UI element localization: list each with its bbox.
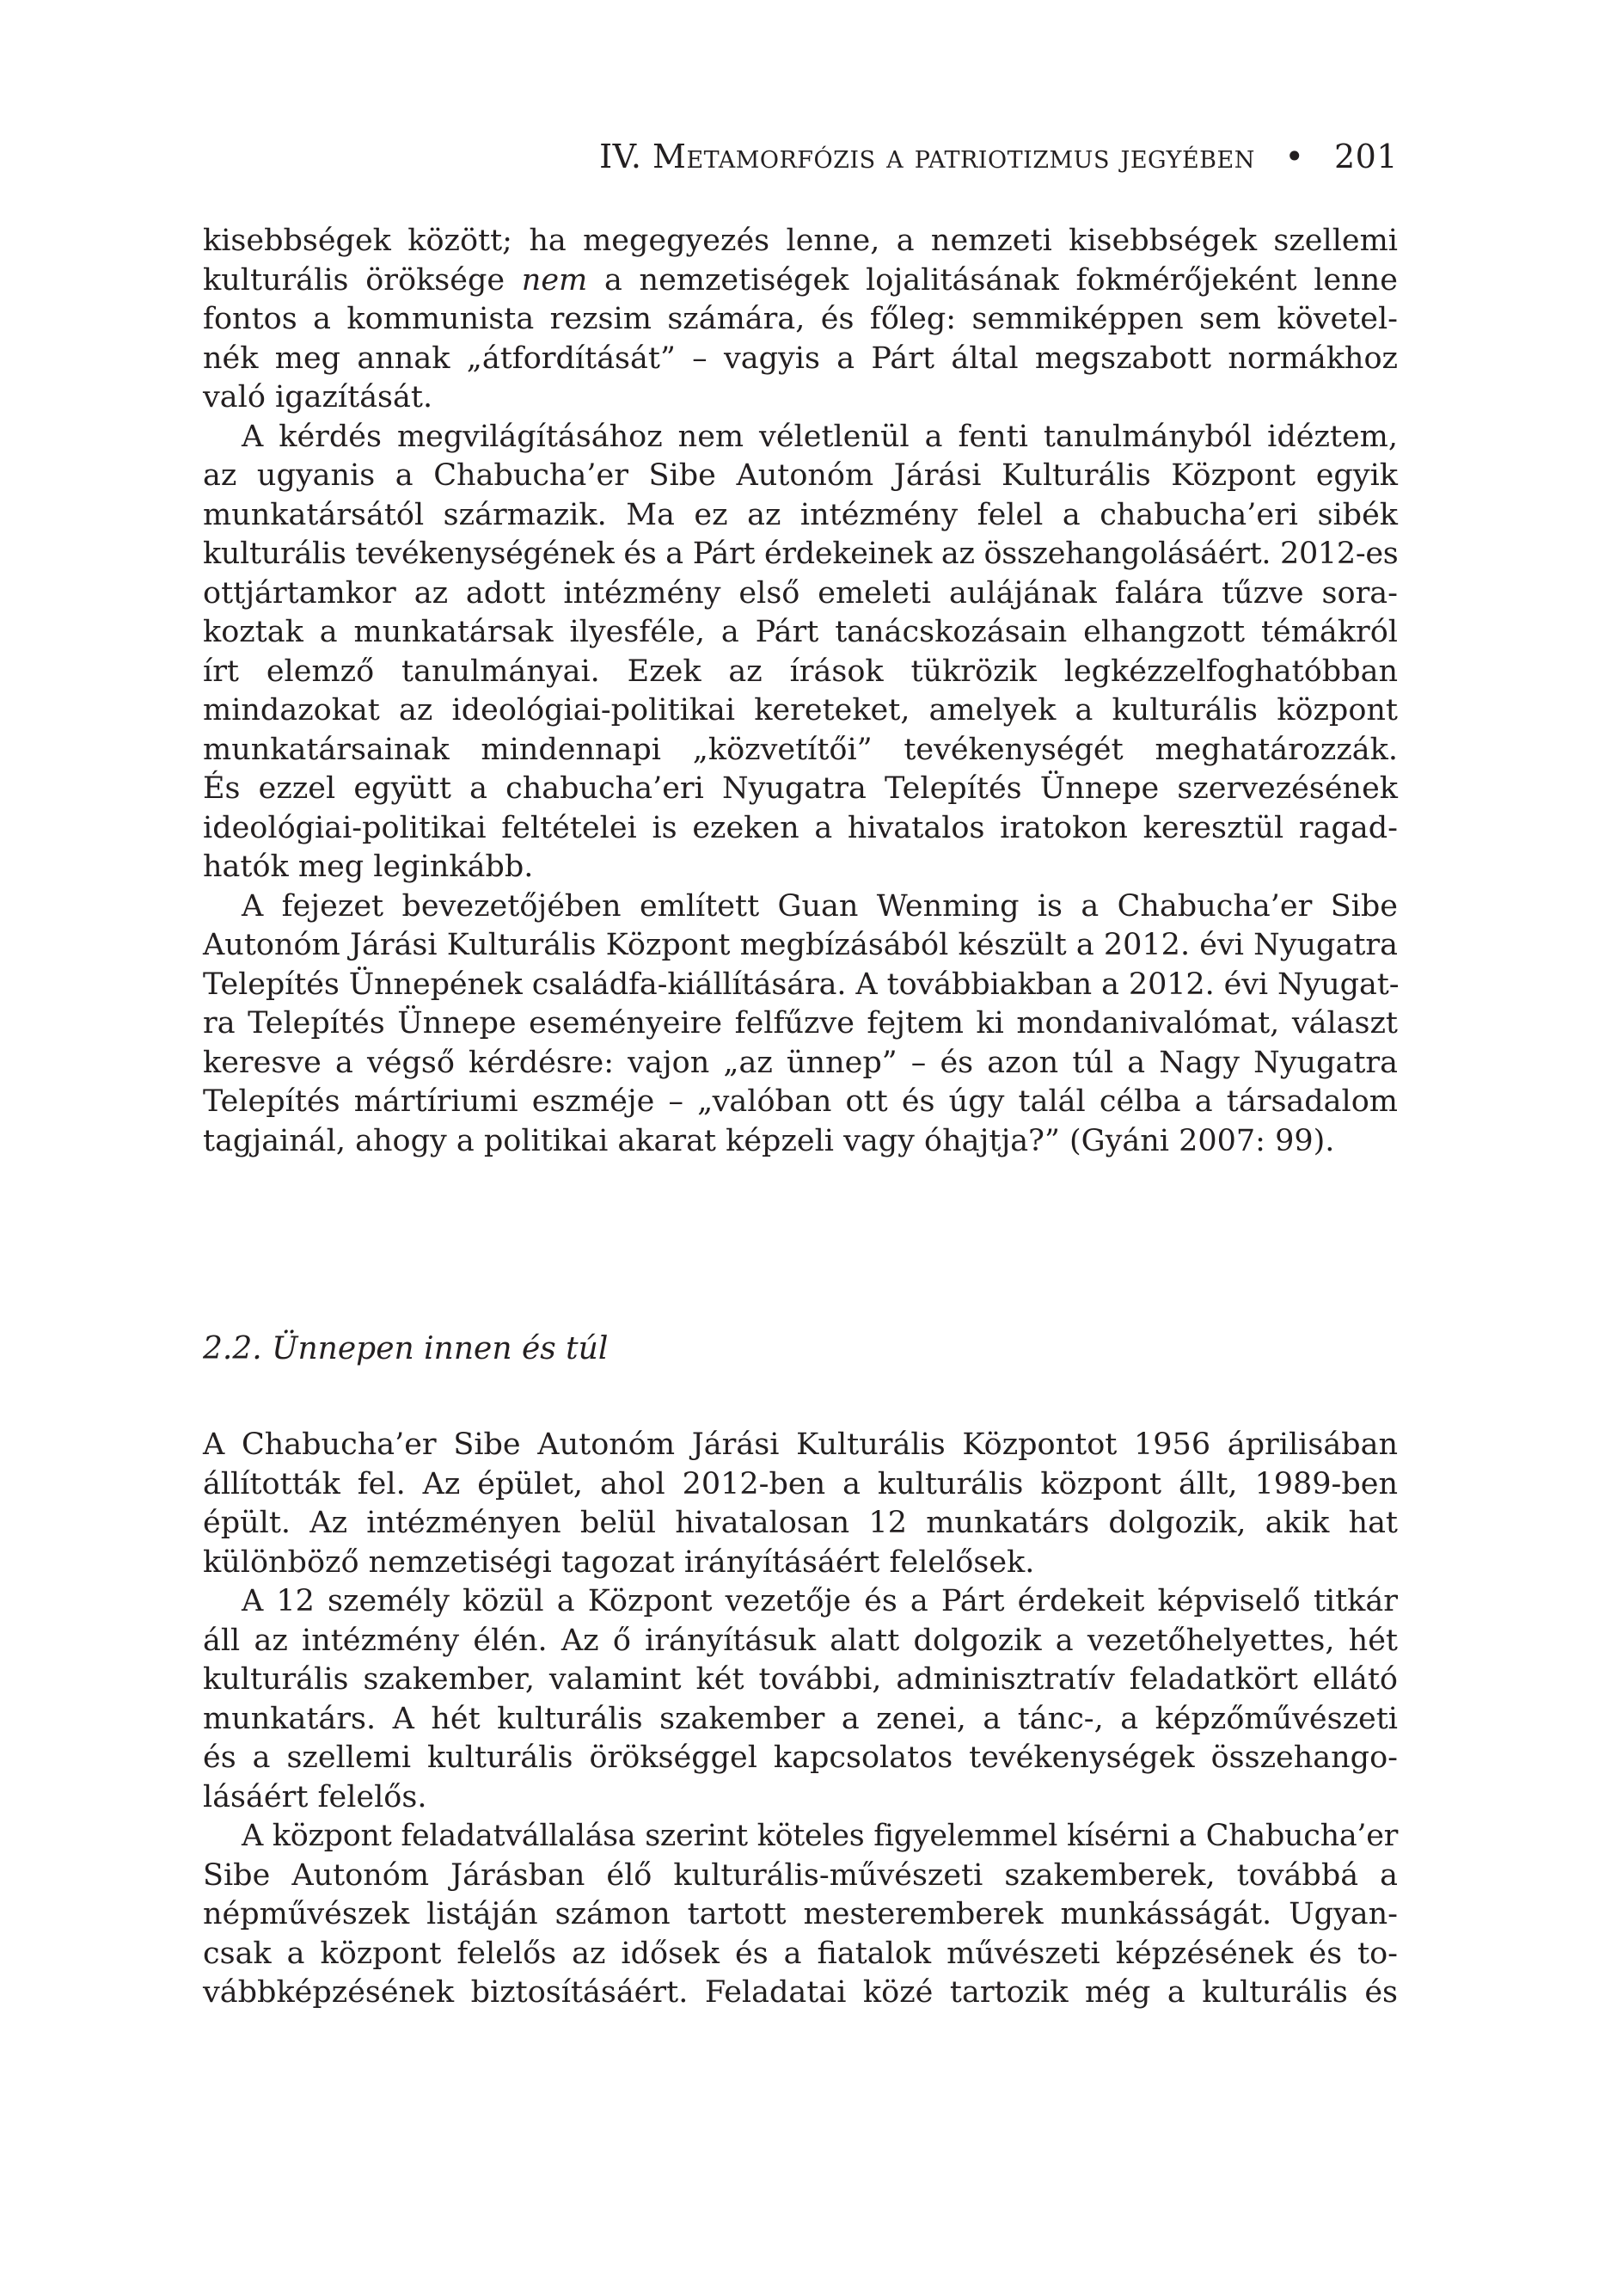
text-line: épült. Az intézményen belül hivatalosan 12 munkatárs dolgozik, akik hat [203, 1506, 1398, 1540]
running-head [203, 138, 1398, 179]
text-line: És ezzel együtt a chabucha’eri Nyugatra Telepítés Ünnepe szervezésének [203, 771, 1398, 806]
chapter-roman: IV. [599, 138, 642, 175]
text-line: vábbképzésének biztosításáért. Feladatai közé tartozik még a kulturális és [203, 1975, 1398, 2010]
text-line: munkatársától származik. Ma ez az intézmény felel a chabucha’eri sibék [203, 497, 1398, 532]
text-line: állították fel. Az épület, ahol 2012-ben a kulturális központ állt, 1989-ben [203, 1466, 1398, 1501]
text-line: való igazítását. [203, 380, 433, 414]
page-number: 201 [1333, 138, 1398, 175]
text-line: áll az intézmény élén. Az ő irányításuk alatt dolgozik a vezetőhelyettes, hét [203, 1623, 1398, 1658]
body-text-section-1 [203, 222, 1398, 1161]
text-line: különböző nemzetiségi tagozat irányításáért felelősek. [203, 1544, 1035, 1580]
text-line: lásáért felelős. [203, 1779, 427, 1814]
text-line: ottjártamkor az adott intézmény első emeleti aulájának falára tűzve sora- [203, 575, 1398, 611]
text-line: A 12 személy közül a Központ vezetője és a Párt érdekeit képviselő titkár [242, 1584, 1398, 1618]
text-line: A kérdés megvilágításához nem véletlenül a fenti tanulmányból idéztem, [242, 419, 1398, 454]
emphasis: nem [521, 262, 588, 298]
text-line: Autonóm Járási Kulturális Központ megbízásából készült a 2012. évi Nyugatra [203, 928, 1398, 962]
text-line: ideológiai-politikai feltételei is ezeken a hivatalos iratokon keresztül ragad- [203, 810, 1398, 845]
text-line: fontos a kommunista rezsim számára, és főleg: semmiképpen sem követel- [203, 302, 1398, 336]
text-line: hatók meg leginkább. [203, 850, 534, 884]
text-line: népművészek listáján számon tartott mesteremberek munkásságát. Ugyan- [203, 1897, 1398, 1931]
text-line: tagjainál, ahogy a politikai akarat képzeli vagy óhajtja?” (Gyáni 2007: 99). [203, 1123, 1335, 1158]
text-line: Sibe Autonóm Járásban élő kulturális-művészeti szakemberek, továbbá a [203, 1857, 1398, 1893]
text-line: kisebbségek között; ha megegyezés lenne, a nemzeti kisebbségek szellemi [203, 224, 1398, 258]
text-line: csak a központ felelős az idősek és a fiatalok művészeti képzésének és to- [203, 1936, 1398, 1971]
text-line: A Chabucha’er Sibe Autonóm Járási Kulturális Központot 1956 áprilisában [203, 1427, 1398, 1462]
text-line: munkatársainak mindennapi „közvetítői” tevékenységét meghatározzák. [203, 732, 1398, 767]
text-line: keresve a végső kérdésre: vajon „az ünnep” – és azon túl a Nagy Nyugatra [203, 1045, 1398, 1080]
text-line: A központ feladatvállalása szerint köteles figyelemmel kísérni a Chabucha’er [242, 1819, 1399, 1853]
text-line: kulturális szakember, valamint két további, adminisztratív feladatkört ellátó [203, 1662, 1398, 1697]
text-line: írt elemző tanulmányai. Ezek az írások tükrözik legkézzelfoghatóbban [203, 654, 1398, 689]
text-line: kulturális öröksége nem a nemzetiségek lojalitásának fokmérőjeként lenne [203, 262, 1398, 298]
text-line: az ugyanis a Chabucha’er Sibe Autonóm Járási Kulturális Központ egyik [203, 458, 1398, 493]
bullet-separator: • [1284, 138, 1305, 175]
text-line: nék meg annak „átfordítását” – vagyis a Párt által megszabott normákhoz [203, 341, 1398, 376]
text-line: kulturális tevékenységének és a Párt érdekeinek az összehangolásáért. 2012-es [203, 537, 1399, 571]
text-line: és a szellemi kulturális örökséggel kapcsolatos tevékenységek összehango- [203, 1740, 1398, 1775]
text-line: ra Telepítés Ünnepe eseményeire felfűzve fejtem ki mondanivalómat, választ [203, 1006, 1398, 1041]
text-line: munkatárs. A hét kulturális szakember a zenei, a tánc-, a képzőművészeti [203, 1701, 1398, 1736]
section-heading: 2.2. Ünnepen innen és túl [203, 1331, 609, 1366]
text-line: A fejezet bevezetőjében említett Guan Wenming is a Chabucha’er Sibe [242, 888, 1398, 924]
text-line: koztak a munkatársak ilyesféle, a Párt tanácskozásain elhangzott témákról [203, 615, 1398, 649]
chapter-title: Metamorfózis a patriotizmus jegyében [652, 138, 1255, 175]
text-line: Telepítés Ünnepének családfa-kiállítására. A továbbiakban a 2012. évi Nyugat- [203, 967, 1400, 1002]
body-text-section-2 [203, 1426, 1398, 2013]
text-line: Telepítés mártíriumi eszméje – „valóban ott és úgy talál célba a társadalom [203, 1084, 1398, 1119]
text-line: mindazokat az ideológiai-politikai kereteket, amelyek a kulturális központ [203, 693, 1398, 727]
